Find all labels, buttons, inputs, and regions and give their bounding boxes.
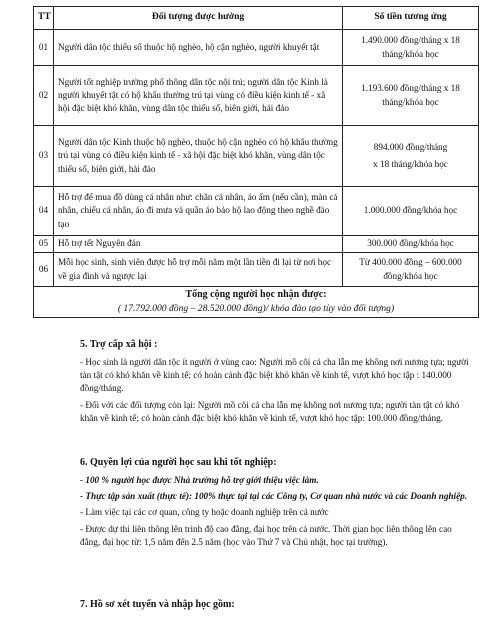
table-row [34,66,479,126]
row-desc: Hỗ trợ để mua đồ dùng cá nhân như: chăn cá nhân, áo ấm (nếu cần), màn cá nhân, chiếu cá nhân, áo đi mưa và quần áo bảo hộ lao động theo nghề đào tạo [54,187,343,236]
row-desc: Mỗi học sinh, sinh viên được hỗ trợ mỗi năm một lần tiền đi lại từ nơi học về gia đình và ngược lại [54,253,343,287]
row-tt: 03 [34,126,54,187]
row-amount: 1.000.000 đồng/khóa học [343,187,479,236]
section-graduate-benefits [80,456,472,552]
table-row [34,126,479,187]
section-heading: 7. Hồ sơ xét tuyển và nhập học gồm: [80,599,235,610]
row-amount-line1: 894.000 đồng/tháng [373,141,448,152]
header-beneficiary: Đối tượng được hưởng [54,7,343,30]
paragraph: - 100 % người học được Nhà trường hỗ trợ giới thiệu việc làm. [80,474,319,485]
row-amount [343,126,479,187]
total-title: Tổng cộng người học nhận được: [185,289,327,300]
row-amount: 1.193.600 đồng/tháng x 18 tháng/khóa học [343,66,479,126]
paragraph: - Làm việc tại các cơ quan, công ty hoặc doanh nghiệp trên cả nước [80,507,329,518]
row-desc: Người tốt nghiệp trường phổ thông dân tộc nội trú; người dân tộc Kinh là người khuyết tật có hộ khẩu thường trú tại vùng có điều kiện kinh tế - xã hội đặc biệt khó khăn, vùng dân tộc thiểu số, biên giới, hải đảo [54,66,343,126]
header-tt: TT [34,7,54,30]
header-amount: Số tiền tương ứng [343,7,479,30]
section-heading: 6. Quyền lợi của người học sau khi tốt nghiệp: [80,457,277,468]
table-row [34,236,479,253]
row-tt: 06 [34,253,54,287]
section-heading: 5. Trợ cấp xã hội : [80,339,158,350]
row-desc: Người dân tộc thiểu số thuộc hộ nghèo, hộ cận nghèo, người khuyết tật [54,30,343,66]
paragraph: - Đối với các đối tượng còn lại: Người mồ côi cả cha lẫn mẹ không nơi nương tựa; người tàn tật có khó khăn về kinh tế; có hoàn cảnh đặc biệt khó khăn về kinh tế, vượt khó học tập: 100.000 đồng/tháng. [80,399,460,423]
row-amount: 300.000 đồng/khóa học [343,236,479,253]
row-tt: 02 [34,66,54,126]
row-amount: 1.490.000 đồng/tháng x 18 tháng/khóa học [343,30,479,66]
paragraph: - Học sinh là người dân tộc ít người ở vùng cao: Người mồ côi cả cha lẫn mẹ không nơi nương tựa; người tàn tật có khó khăn về kinh tế; có hoàn cảnh đặc biệt khó khăn về kinh tế, vượt khó học tập : 140.000 đồng/tháng. [80,356,469,394]
row-tt: 04 [34,187,54,236]
table-total-row [34,287,479,318]
table-row [34,253,479,287]
row-tt: 05 [34,236,54,253]
paragraph: - Được dự thi liên thông lên trình độ cao đẳng, đại học trên cả nước. Thời gian học liên thông lên cao đẳng, đại học từ: 1,5 năm đến 2.5 năm (học vào Thứ 7 và Chủ nhật, học tại trường). [80,523,452,547]
row-tt: 01 [34,30,54,66]
total-cell [34,287,479,318]
paragraph: - Thực tập sản xuất (thực tế): 100% thực tại tại các Công ty, Cơ quan nhà nước và các Doanh nghiệp. [80,490,468,501]
section-admission-documents [80,598,472,616]
row-amount: Từ 400.000 đồng – 600.000 đồng/khóa học [343,253,479,287]
total-value: ( 17.792.000 đồng – 28.520.000 đồng)/ khóa đào tạo tùy vào đối tượng) [117,303,395,315]
table-header-row [34,7,479,30]
row-desc: Hỗ trợ tết Nguyên đán [54,236,343,253]
table-row [34,30,479,66]
table-row [34,187,479,236]
support-table [33,6,479,318]
row-desc: Người dân tộc Kinh thuộc hộ nghèo, thuộc hộ cận nghèo có hộ khẩu thường trú tại vùng có điều kiện kinh tế - xã hội đặc biệt khó khăn, vùng dân tộc thiểu số, biên giới, hải đảo [54,126,343,187]
row-amount-line2: x 18 tháng/khóa học [373,159,448,169]
section-social-allowance [80,338,472,428]
